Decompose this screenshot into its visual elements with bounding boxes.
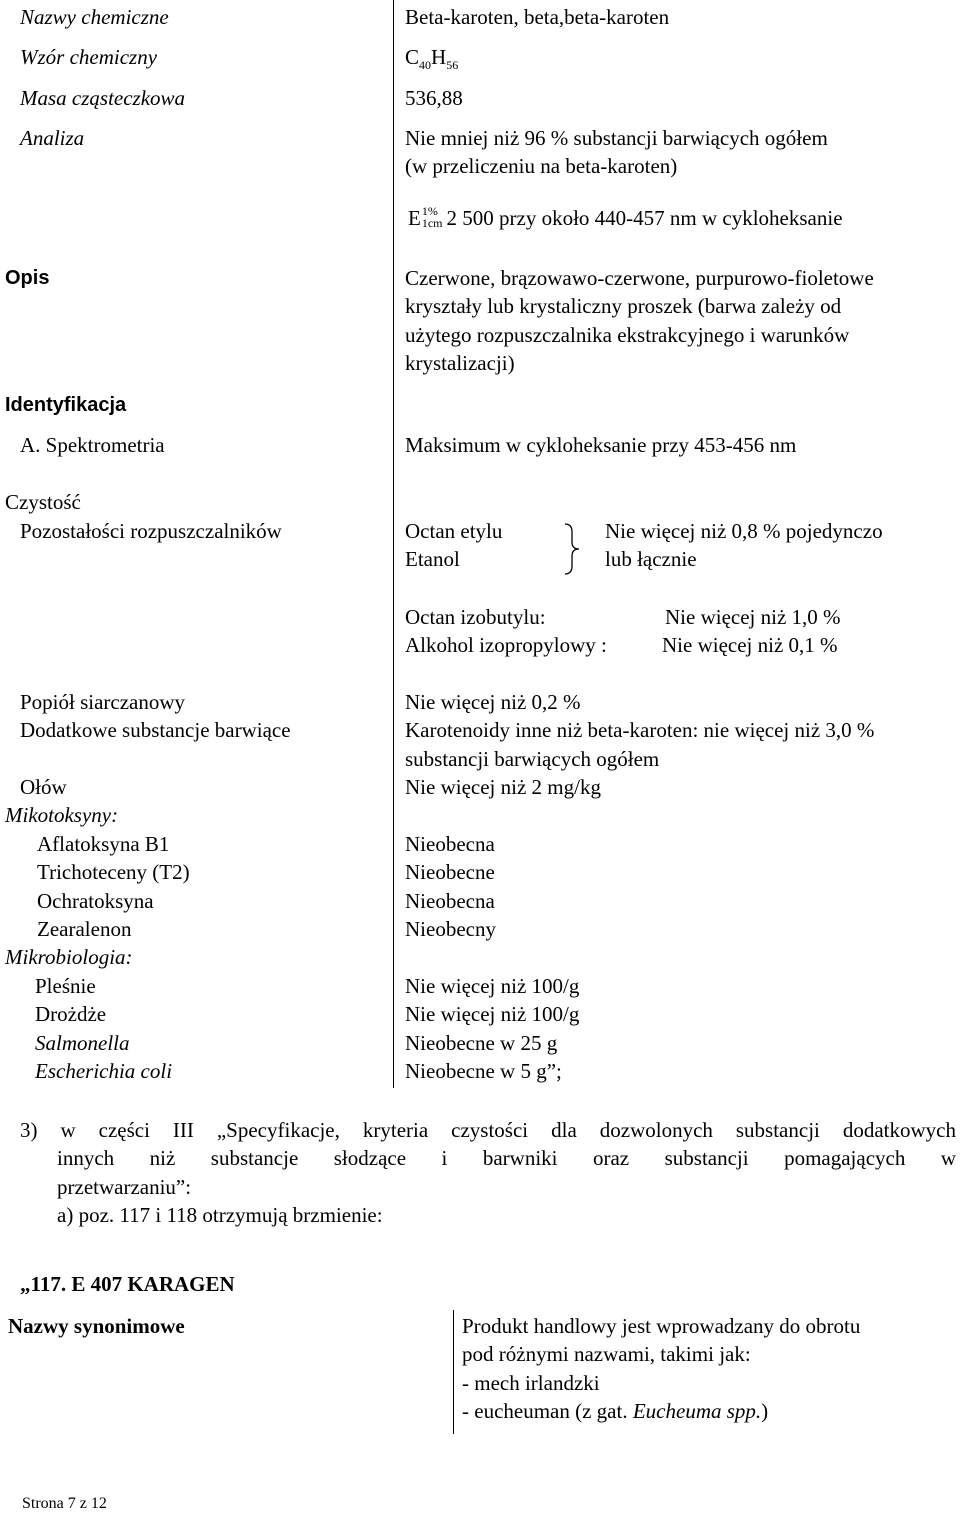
solvent-limit-line-1: Nie więcej niż 0,8 % pojedynczo: [605, 519, 883, 543]
microbe-value: Nie więcej niż 100/g: [405, 1002, 580, 1026]
right-brace-icon: [562, 522, 582, 576]
microbiology-label: Mikrobiologia:: [5, 945, 133, 969]
sulphated-ash-label: Popiół siarczanowy: [20, 690, 186, 714]
synonyms-item-2: - eucheuman (z gat. Eucheuma spp.): [462, 1399, 769, 1423]
analysis-line-2: (w przeliczeniu na beta-karoten): [405, 154, 678, 178]
amendment-line-2: innych niż substancje słodzące i barwniki oraz substancji pomagających w: [57, 1146, 956, 1170]
mycotoxin-name: Ochratoksyna: [37, 889, 154, 913]
microbe-value: Nieobecne w 25 g: [405, 1031, 558, 1055]
microbe-name: Drożdże: [35, 1002, 107, 1026]
description-label: Opis: [5, 267, 50, 289]
synonyms-line-1: Produkt handlowy jest wprowadzany do obrotu: [462, 1314, 861, 1338]
mycotoxin-value: Nieobecna: [405, 889, 495, 913]
additional-colours-label: Dodatkowe substancje barwiące: [20, 718, 291, 742]
chemical-names-value: Beta-karoten, beta,beta-karoten: [405, 5, 670, 29]
description-line-1: Czerwone, brązowawo-czerwone, purpurowo-fioletowe: [405, 266, 874, 290]
solvent-ethanol: Etanol: [405, 547, 460, 571]
column-divider: [393, 0, 394, 1088]
solvent-residues-label: Pozostałości rozpuszczalników: [20, 519, 282, 543]
mycotoxin-name: Aflatoksyna B1: [37, 832, 170, 856]
mycotoxin-name: Zearalenon: [37, 917, 132, 941]
description-line-2: kryształy lub krystaliczny proszek (barwa zależy od: [405, 294, 842, 318]
chemical-names-label: Nazwy chemiczne: [20, 5, 169, 29]
mycotoxin-value: Nieobecny: [405, 917, 496, 941]
microbe-name: Salmonella: [35, 1031, 130, 1055]
amendment-line-1: 3) w części III „Specyfikacje, kryteria czystości dla dozwolonych substancji dodatkowych: [20, 1118, 956, 1142]
purity-label: Czystość: [5, 490, 81, 514]
additional-colours-value-1: Karotenoidy inne niż beta-karoten: nie więcej niż 3,0 %: [405, 718, 875, 742]
synonyms-label: Nazwy synonimowe: [8, 1314, 185, 1338]
isopropyl-alcohol-value: Nie więcej niż 0,1 %: [662, 633, 838, 657]
isobutyl-acetate-value: Nie więcej niż 1,0 %: [665, 605, 841, 629]
analysis-label: Analiza: [20, 126, 85, 150]
isobutyl-acetate-label: Octan izobutylu:: [405, 605, 546, 629]
additional-colours-value-2: substancji barwiących ogółem: [405, 747, 660, 771]
mycotoxin-name: Trichoteceny (T2): [37, 860, 190, 884]
identification-label: Identyfikacja: [5, 394, 127, 416]
page-number: Strona 7 z 12: [22, 1495, 107, 1512]
solvent-ethyl-acetate: Octan etylu: [405, 519, 503, 543]
microbe-value: Nie więcej niż 100/g: [405, 974, 580, 998]
mycotoxin-value: Nieobecna: [405, 832, 495, 856]
mycotoxins-label: Mikotoksyny:: [5, 803, 119, 827]
spectrometry-value: Maksimum w cykloheksanie przy 453-456 nm: [405, 433, 797, 457]
isopropyl-alcohol-label: Alkohol izopropylowy :: [405, 633, 607, 657]
analysis-line-1: Nie mniej niż 96 % substancji barwiących ogółem: [405, 126, 828, 150]
molecular-mass-value: 536,88: [405, 86, 463, 110]
lead-value: Nie więcej niż 2 mg/kg: [405, 775, 601, 799]
molecular-mass-label: Masa cząsteczkowa: [20, 86, 186, 110]
synonyms-item-1: - mech irlandzki: [462, 1371, 600, 1395]
lead-label: Ołów: [20, 775, 67, 799]
microbe-value: Nieobecne w 5 g”;: [405, 1059, 562, 1083]
formula-value: $C_{40}H_{56}$: [405, 45, 459, 73]
description-line-4: krystalizacji): [405, 351, 515, 375]
synonyms-line-2: pod różnymi nazwami, takimi jak:: [462, 1342, 751, 1366]
absorbance-line: E 1% 1cm 2 500 przy około 440-457 nm w cykloheksanie: [408, 204, 843, 231]
formula-label: Wzór chemiczny: [20, 45, 158, 69]
synonyms-divider: [453, 1310, 454, 1434]
solvent-limit-line-2: lub łącznie: [605, 547, 697, 571]
amendment-line-3: przetwarzaniu”:: [57, 1175, 192, 1199]
mycotoxin-value: Nieobecne: [405, 860, 495, 884]
sulphated-ash-value: Nie więcej niż 0,2 %: [405, 690, 581, 714]
description-line-3: użytego rozpuszczalnika ekstrakcyjnego i warunków: [405, 323, 850, 347]
amendment-line-4: a) poz. 117 i 118 otrzymują brzmienie:: [57, 1203, 383, 1227]
section-heading: „117. E 407 KARAGEN: [20, 1272, 235, 1296]
spectrometry-label: A. Spektrometria: [20, 433, 165, 457]
microbe-name: Escherichia coli: [35, 1059, 173, 1083]
microbe-name: Pleśnie: [35, 974, 96, 998]
